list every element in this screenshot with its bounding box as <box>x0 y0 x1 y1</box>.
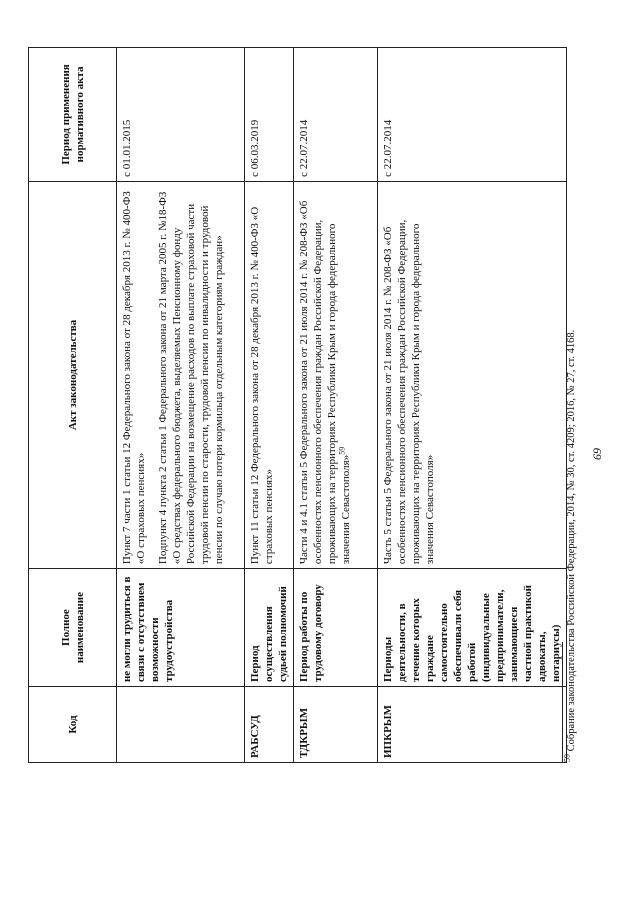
act-paragraph: Часть 5 статьи 5 Федерального закона от 21 июля 2014 г. № 208-ФЗ «Об особенностях пенсионного обеспечения граждан Российской Федерации, проживающих на территориях Республики Крым и города федерального значения Севастополя» <box>382 219 436 565</box>
row-act <box>294 181 378 568</box>
act-paragraph: Пункт 7 части 1 статьи 12 Федерального закона от 28 декабря 2013 г. № 400-ФЗ «О страховых пенсиях» <box>121 191 147 565</box>
row-name: не могли трудиться в связи с отсутствием возможности трудоустройства <box>117 569 245 687</box>
legislation-table <box>28 47 567 763</box>
header-act: Акт законодательства <box>29 181 117 568</box>
row-code: ТДКРЫМ <box>294 687 378 763</box>
footnote-text: Собрание законодательства Российской Федерации, 2014, № 30, ст. 4209; 2016, № 27, ст. 4168. <box>566 329 577 752</box>
header-period: Период применения нормативного акта <box>29 48 117 182</box>
row-period: с 22.07.2014 <box>378 48 567 182</box>
act-text: Части 4 и 4.1 статьи 5 Федерального закона от 21 июля 2014 г. № 208-ФЗ «Об особенностях пенсионного обеспечения граждан Российской Федерации, проживающих на территориях Республики Крым и города федерального значения Севастополя» <box>298 200 352 565</box>
row-name: Период работы по трудовому договору <box>294 569 378 687</box>
act-paragraph: Подпункт 4 пункта 2 статьи 1 Федерального закона от 21 марта 2005 г. №18-ФЗ «О средствах федерального бюджета, выделяемых Пенсионному фонду Российской Федерации на возмещение расходов по выплате страховой части трудовой пенсии по старости, трудовой пенсии по инвалидности и трудовой пенсии по случаю потери кормильца отдельным категориям граждан» <box>157 191 225 565</box>
act-paragraph <box>297 186 353 564</box>
row-code <box>117 687 245 763</box>
row-act <box>117 181 245 568</box>
row-act <box>378 181 567 568</box>
row-period: с 01.01.2015 <box>117 48 245 182</box>
row-name: Период осуществления судьей полномочий <box>245 569 294 687</box>
row-name: Периоды деятельности, в течение которых граждане самостоятельно обеспечивали себя работой (индивидуальные предприниматели, занимающиеся частной практикой адвокаты, нотариусы) <box>378 569 567 687</box>
table-row <box>117 48 245 763</box>
footnote-divider <box>562 642 563 762</box>
footnote-ref: 59 <box>337 446 347 455</box>
act-paragraph: Пункт 11 статьи 12 Федерального закона от 28 декабря 2013 г. № 400-ФЗ «О страховых пенсиях» <box>249 206 275 565</box>
table-row <box>294 48 378 763</box>
header-name: Полное наименование <box>29 569 117 687</box>
header-code: Код <box>29 687 117 763</box>
footnote-mark: 59 <box>562 754 572 762</box>
row-code: ИПКРЫМ <box>378 687 567 763</box>
table-header-row <box>29 48 117 763</box>
row-period: с 22.07.2014 <box>294 48 378 182</box>
footnote <box>562 62 577 762</box>
row-code: РАБСУД <box>245 687 294 763</box>
table-row <box>378 48 567 763</box>
row-act <box>245 181 294 568</box>
table-row <box>245 48 294 763</box>
row-period: с 06.03.2019 <box>245 48 294 182</box>
page-number: 69 <box>590 448 604 460</box>
